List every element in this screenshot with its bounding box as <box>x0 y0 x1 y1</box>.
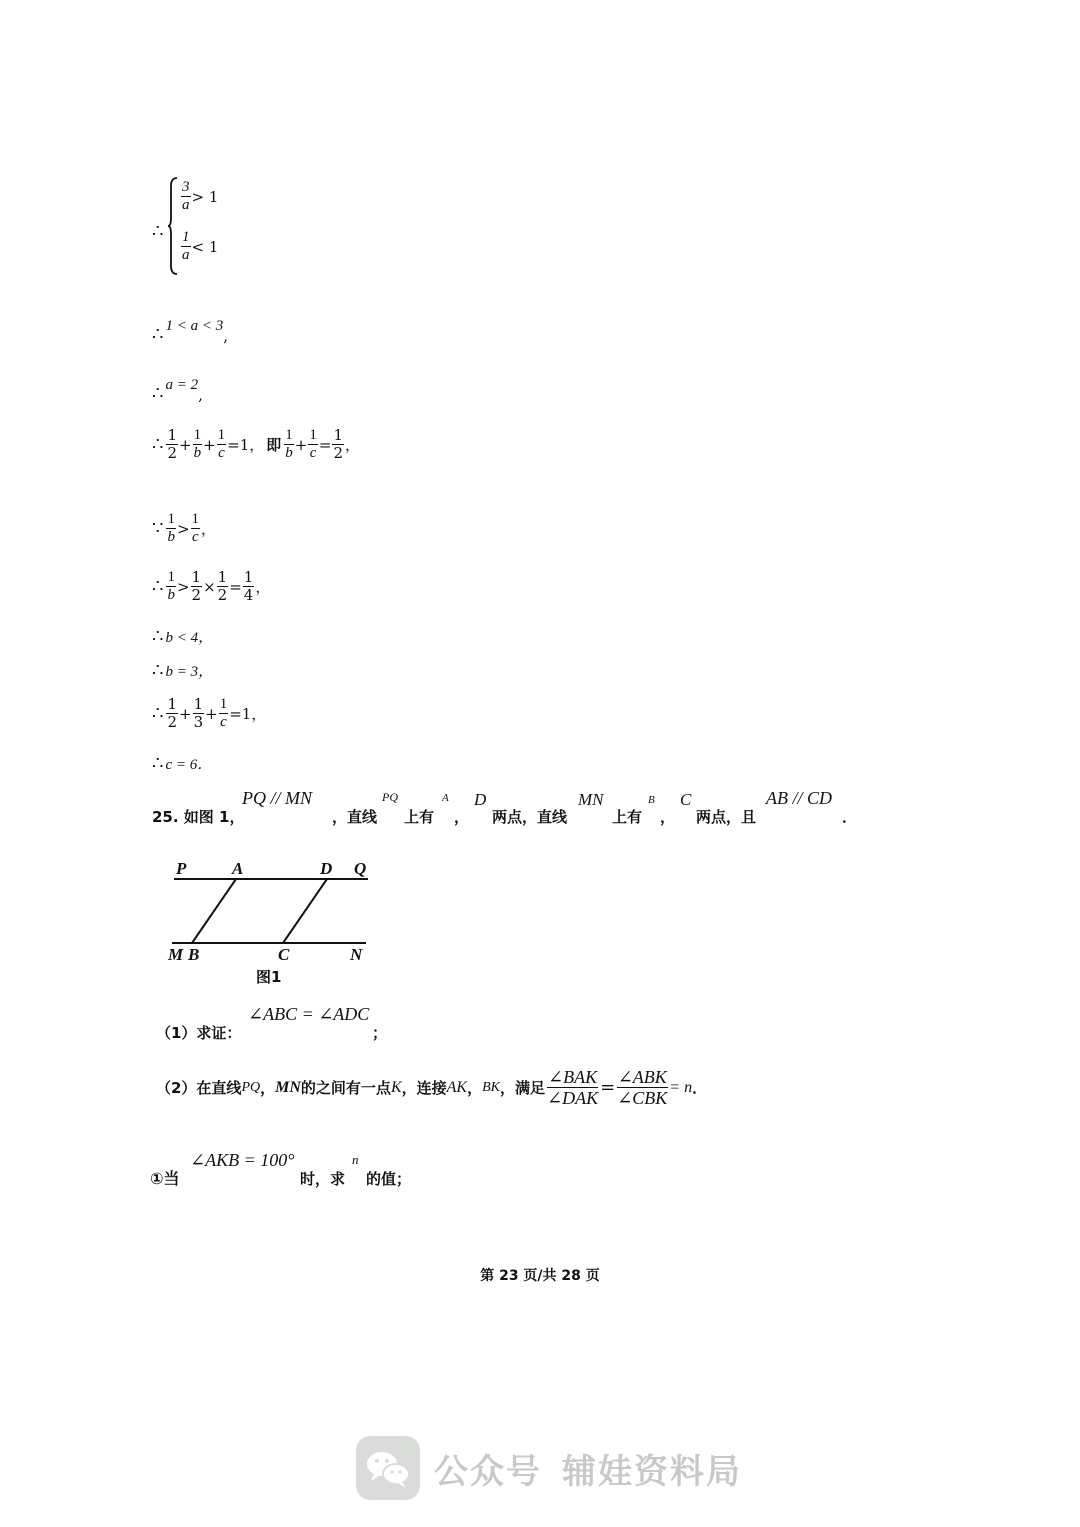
watermark-label: 公众号 <box>434 1451 542 1492</box>
wechat-icon <box>356 1436 420 1500</box>
math-line-3: ∴ $\frac{1}{2}$ + $\frac{1}{b}$ + $\frac{1}{c}$ =1， 即 $\frac{1}{b}$ + $\frac{1}{c}$ = $\frac{1}{2}$ ， <box>152 426 361 462</box>
watermark <box>356 1436 742 1500</box>
fraction: $\frac{3}{a}$ <box>182 179 190 213</box>
part-2: （2）在直线 PQ ， MN 的之间有一点 K ，连接 AK ， BK ，满足 $\frac{\text{∠BAK}}{\text{∠DAK}}$ = $\frac{\text{∠ABK}}{\text{∠CBK}}$ = n ． <box>156 1067 708 1108</box>
problem-25-statement: 25. 如图 1， PQ // MN ，直线 PQ 上有 A ， D 两点，直线 MN 上有 B ， C 两点，且 AB // CD ． <box>152 788 858 826</box>
part-2-sub-1: ①当 ∠AKB = 100° 时，求 n 的值； <box>150 1150 412 1188</box>
figure-caption: 图1 <box>256 968 282 986</box>
page-footer: 第 23 页/共 28 页 <box>480 1268 600 1284</box>
figure-point-label: P <box>176 859 187 878</box>
math-line-7: ∴ b = 3， <box>152 660 214 681</box>
math-line-2: ∴ a = 2 , <box>152 377 203 404</box>
figure-point-label: D <box>320 859 333 878</box>
math-system <box>152 176 165 276</box>
figure-point-label: C <box>278 945 290 964</box>
watermark-name: 辅娃资料局 <box>562 1451 742 1492</box>
therefore-symbol: ∴ <box>152 220 164 242</box>
relation: < 1 <box>191 237 219 256</box>
figure-point-label: Q <box>354 859 367 878</box>
system-row-1 <box>180 180 218 213</box>
figure-point-label: A <box>232 859 244 878</box>
math-line-9: ∴ c = 6． <box>152 753 213 774</box>
math-line-4: ∵ $\frac{1}{b}$ > $\frac{1}{c}$ ， <box>152 511 217 545</box>
math-line-5: ∴ $\frac{1}{b}$ > $\frac{1}{2}$ × $\frac{1}{2}$ = $\frac{1}{4}$ ， <box>152 568 271 604</box>
math-line-8: ∴ $\frac{1}{2}$ + $\frac{1}{3}$ + $\frac{1}{c}$ =1， <box>152 695 267 731</box>
fraction: $\frac{1}{a}$ <box>182 229 190 263</box>
left-brace <box>168 176 178 276</box>
part-1: （1）求证： ∠ABC = ∠ADC ； <box>156 1004 388 1042</box>
math-line-6: ∴ b < 4， <box>152 626 214 647</box>
system-row-2 <box>180 230 218 263</box>
figure-point-label: M <box>168 945 184 964</box>
figure-point-label: B <box>188 945 200 964</box>
figure-point-label: N <box>350 945 363 964</box>
relation: > 1 <box>191 187 219 206</box>
math-line-1: ∴ 1 < a < 3 , <box>152 318 228 345</box>
